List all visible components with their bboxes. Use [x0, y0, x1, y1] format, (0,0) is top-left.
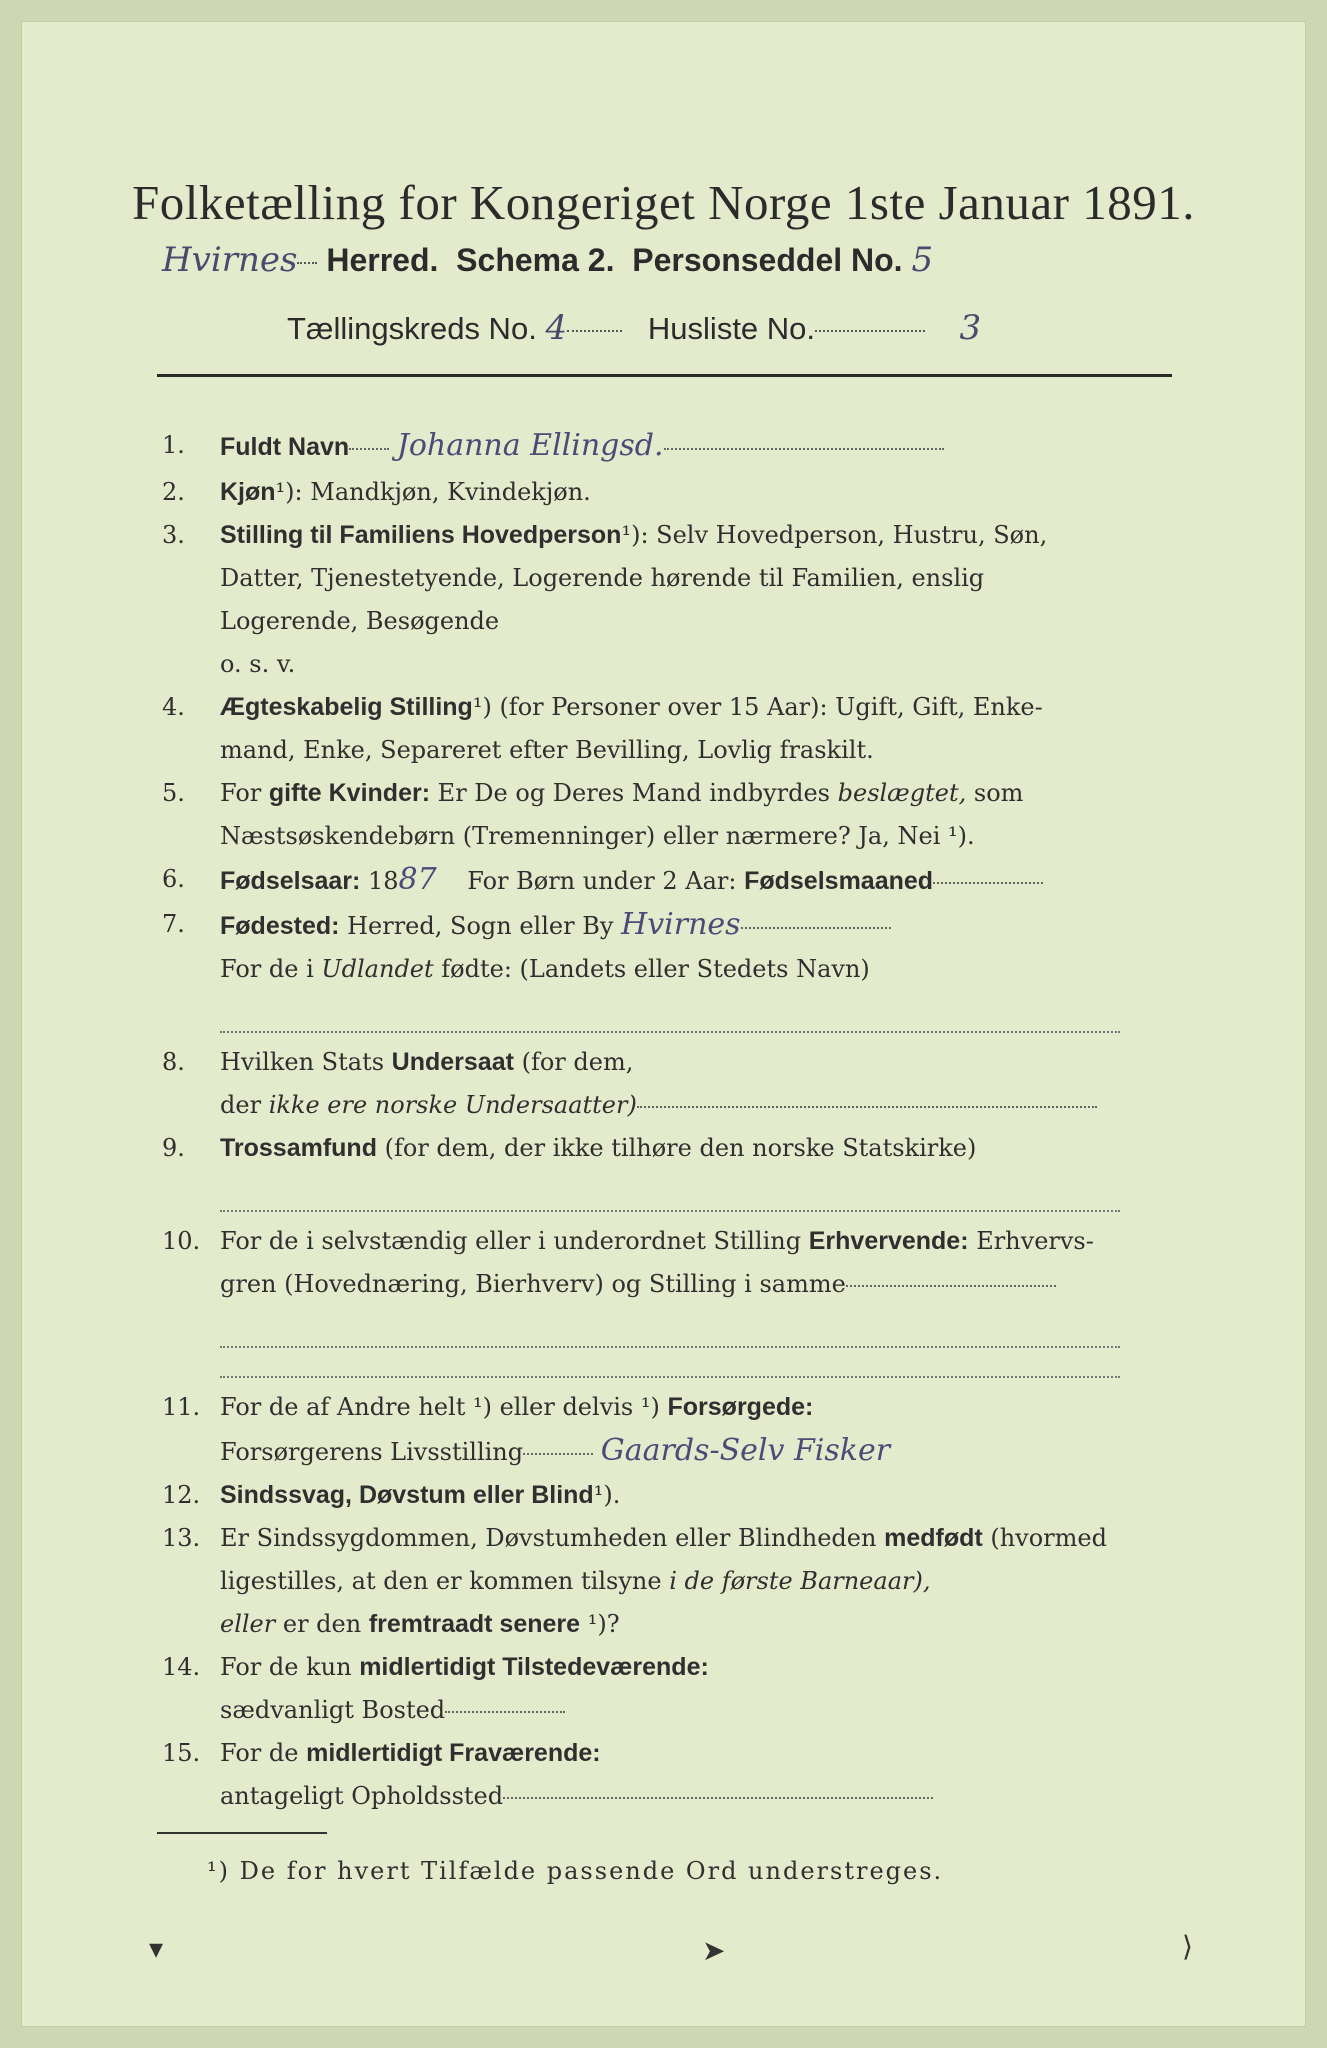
husliste-number: 3	[959, 308, 982, 348]
personseddel-label: Personseddel No.	[632, 242, 903, 278]
item-5: 5. For gifte Kvinder: Er De og Deres Mand indbyrdes beslægtet, som Næstsøskendebørn (Tremenninger) eller nærmere? Ja, Nei ¹).	[162, 779, 1024, 850]
birthplace-value: Hvirnes	[621, 907, 741, 942]
item-14: 14. For de kun midlertidigt Tilstedeværende: sædvanligt Bosted	[162, 1653, 709, 1724]
question-list	[162, 424, 1172, 1818]
item-9: 9. Trossamfund (for dem, der ikke tilhøre den norske Statskirke)	[162, 1134, 977, 1162]
header-line-kreds	[287, 308, 1167, 348]
item-10: 10. For de i selvstændig eller i underordnet Stilling Erhvervende: Erhvervs- gren (Hovednæring, Bierhverv) og Stilling i samme	[162, 1227, 1094, 1298]
item-10-blank-line-2	[220, 1356, 1120, 1378]
birth-year-value: 87	[398, 862, 437, 897]
herred-label: Herred.	[326, 242, 439, 278]
item-3: 3. Stilling til Familiens Hovedperson¹): Selv Hovedperson, Hustru, Søn, Datter, Tjenestetyende, Logerende hørende til Familien, enslig Logerende, Besøgende o. s. v.	[162, 521, 1048, 678]
kreds-number: 4	[545, 308, 568, 348]
item-13: 13. Er Sindssygdommen, Døvstumheden eller Blindheden medfødt (hvormed ligestilles, at den er kommen tilsyne i de første Barneaar), eller er den fremtraadt senere ¹)?	[162, 1524, 1107, 1638]
header-divider	[157, 374, 1172, 377]
item-6: 6. Fødselsaar: 1887 For Børn under 2 Aar: Fødselsmaaned	[162, 858, 1172, 903]
census-form	[22, 22, 1305, 2026]
item-12: 12. Sindssvag, Døvstum eller Blind¹).	[162, 1481, 621, 1509]
item-2: 2. Kjøn¹): Mandkjøn, Kvindekjøn.	[162, 478, 591, 506]
kreds-label: Tællingskreds No.	[287, 311, 537, 346]
item-1-label: Fuldt Navn	[220, 433, 350, 461]
item-9-blank-line	[220, 1170, 1120, 1212]
herred-handwritten: Hvirnes	[162, 240, 298, 280]
item-15: 15. For de midlertidigt Fraværende: antageligt Opholdssted	[162, 1732, 1172, 1818]
full-name-value: Johanna Ellingsd.	[396, 428, 664, 463]
corner-mark-left: ▾	[149, 1932, 164, 1965]
provider-occupation-value: Gaards-Selv Fisker	[600, 1433, 891, 1468]
item-8: 8. Hvilken Stats Undersaat (for dem, der ikke ere norske Undersaatter)	[162, 1041, 1172, 1127]
footnote-divider	[157, 1832, 327, 1834]
form-title: Folketælling for Kongeriget Norge 1ste Januar 1891.	[132, 175, 1195, 230]
item-1: 1. Fuldt Navn Johanna Ellingsd.	[162, 424, 1172, 469]
item-7: 7. Fødested: Herred, Sogn eller By Hvirnes For de i Udlandet fødte: (Landets eller Stedets Navn)	[162, 903, 1172, 991]
husliste-label: Husliste No.	[647, 311, 816, 346]
item-4: 4. Ægteskabelig Stilling¹) (for Personer over 15 Aar): Ugift, Gift, Enke- mand, Enke, Separeret efter Bevilling, Lovlig fraskilt.	[162, 693, 1043, 764]
item-7-blank-line	[220, 991, 1120, 1033]
corner-mark-right: ⟩	[1182, 1930, 1193, 1963]
header-line-herred	[162, 240, 1202, 280]
item-10-blank-line	[220, 1306, 1120, 1348]
schema-label: Schema 2.	[456, 242, 615, 278]
footnote: ¹) De for hvert Tilfælde passende Ord understreges.	[207, 1857, 944, 1885]
item-11: 11. For de af Andre helt ¹) eller delvis ¹) Forsørgede: Forsørgerens Livsstilling Gaards-Selv Fisker	[162, 1393, 891, 1468]
corner-mark-center: ➤	[702, 1934, 726, 1967]
personseddel-number: 5	[911, 240, 934, 280]
